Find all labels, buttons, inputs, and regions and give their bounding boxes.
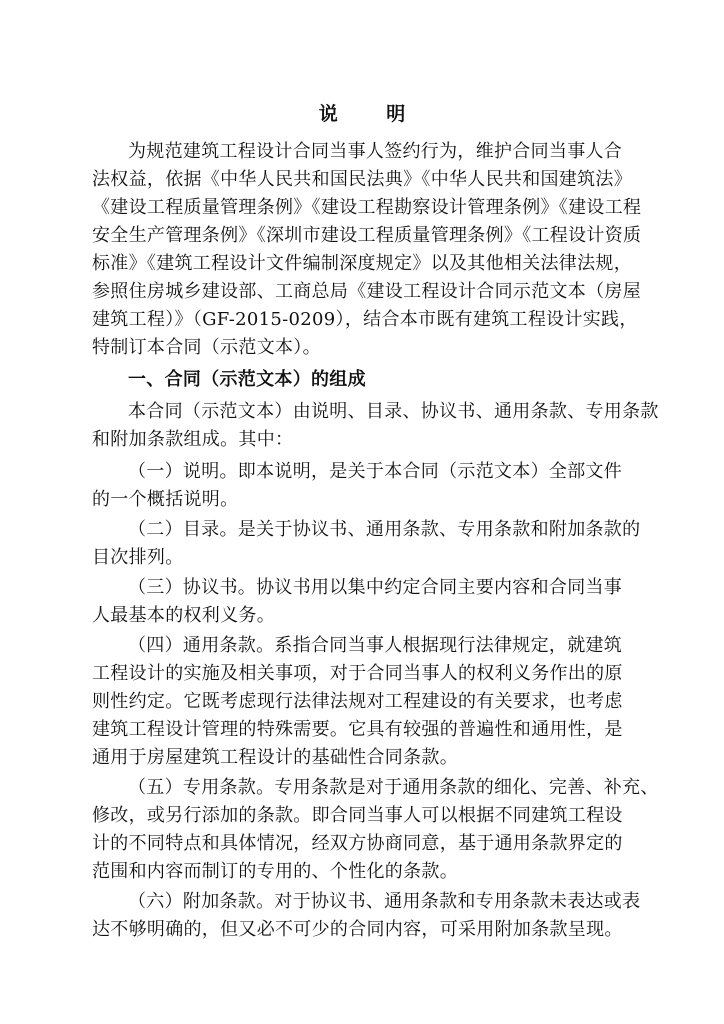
paragraph-line: （三）协议书。协议书用以集中约定合同主要内容和合同当事	[128, 577, 623, 598]
paragraph-line: 建筑工程）》（GF-2015-0209），结合本市既有建筑工程设计实践，	[92, 309, 638, 330]
paragraph-line: 则性约定。它既考虑现行法律法规对工程建设的有关要求，也考虑	[92, 691, 623, 712]
paragraph-line: 目次排列。	[92, 547, 184, 568]
paragraph-line: 范围和内容而制订的专用的、个性化的条款。	[92, 861, 458, 882]
paragraph-line: 法权益，依据《中华人民共和国民法典》《中华人民共和国建筑法》	[92, 169, 632, 190]
paragraph-line: 计的不同特点和具体情况，经双方协商同意，基于通用条款界定的	[92, 833, 623, 854]
paragraph-line: 达不够明确的，但又必不可少的合同内容，可采用附加条款呈现。	[92, 919, 623, 940]
section-heading: 一、合同（示范文本）的组成	[128, 369, 366, 390]
paragraph-line: （五）专用条款。专用条款是对于通用条款的细化、完善、补充、	[128, 777, 659, 798]
paragraph-line: （六）附加条款。对于协议书、通用条款和专用条款未表达或表	[128, 891, 641, 912]
paragraph-line: 为规范建筑工程设计合同当事人签约行为，维护合同当事人合	[128, 141, 623, 162]
paragraph-line: 修改，或另行添加的条款。即合同当事人可以根据不同建筑工程设	[92, 805, 623, 826]
paragraph-line: 和附加条款组成。其中：	[92, 429, 294, 450]
paragraph-line: 特制订本合同（示范文本）。	[92, 337, 321, 358]
paragraph-line: 工程设计的实施及相关事项，对于合同当事人的权利义务作出的原	[92, 663, 623, 684]
paragraph-line: 标准》《建筑工程设计文件编制深度规定》以及其他相关法律法规，	[92, 253, 632, 274]
paragraph-line: 的一个概括说明。	[92, 489, 239, 510]
paragraph-line: 安全生产管理条例》《深圳市建设工程质量管理条例》《工程设计资质	[92, 225, 642, 246]
paragraph-line: 通用于房屋建筑工程设计的基础性合同条款。	[92, 747, 458, 768]
paragraph-line: 《建设工程质量管理条例》《建设工程勘察设计管理条例》《建设工程	[92, 197, 642, 218]
paragraph-line: 建筑工程设计管理的特殊需要。它具有较强的普遍性和通用性，是	[92, 719, 623, 740]
paragraph-line: 本合同（示范文本）由说明、目录、协议书、通用条款、专用条款	[128, 401, 659, 422]
paragraph-line: （四）通用条款。系指合同当事人根据现行法律规定，就建筑	[128, 635, 623, 656]
paragraph-line: （一）说明。即本说明，是关于本合同（示范文本）全部文件	[128, 461, 623, 482]
paragraph-line: （二）目录。是关于协议书、通用条款、专用条款和附加条款的	[128, 519, 641, 540]
paragraph-line: 参照住房城乡建设部、工商总局《建设工程设计合同示范文本（房屋	[92, 281, 641, 302]
page-title: 说 明	[318, 103, 427, 125]
paragraph-line: 人最基本的权利义务。	[92, 605, 275, 626]
